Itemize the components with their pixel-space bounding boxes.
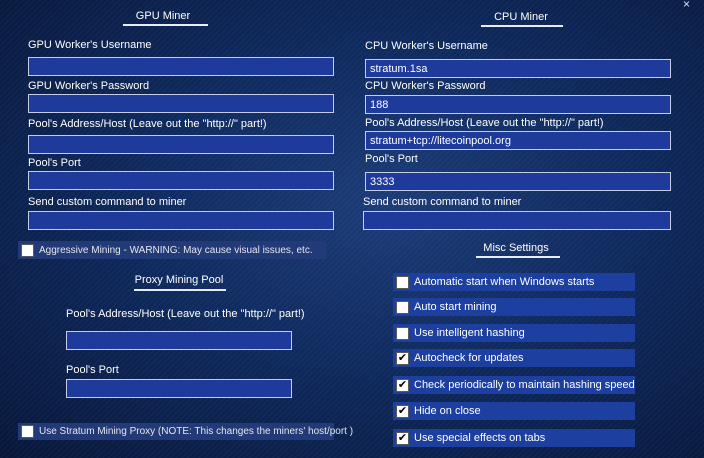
proxy-host-input[interactable] — [66, 331, 292, 350]
cpu-host-input[interactable] — [365, 131, 671, 150]
gpu-miner-title: GPU Miner — [135, 10, 191, 22]
autocheck-updates-checkbox[interactable]: ✔ — [397, 351, 408, 364]
proxy-title-underline — [134, 289, 226, 291]
misc-option-auto-start-mining[interactable] — [393, 298, 635, 316]
cpu-password-label: CPU Worker's Password — [365, 80, 486, 92]
gpu-command-label: Send custom command to miner — [28, 196, 187, 208]
gpu-username-input[interactable] — [28, 57, 334, 76]
hide-on-close-label: Hide on close — [414, 405, 481, 417]
intelligent-hashing-checkbox[interactable] — [396, 327, 409, 340]
misc-option-maintain-hashing-speed[interactable] — [393, 376, 635, 394]
gpu-host-input[interactable] — [28, 135, 334, 154]
auto-start-windows-label: Automatic start when Windows starts — [414, 276, 595, 288]
misc-option-intelligent-hashing[interactable] — [393, 324, 635, 342]
gpu-username-label: GPU Worker's Username — [28, 39, 152, 51]
gpu-port-label: Pool's Port — [28, 157, 81, 169]
auto-start-mining-checkbox[interactable] — [396, 301, 409, 314]
close-icon[interactable]: × — [683, 0, 691, 11]
misc-option-auto-start-windows[interactable] — [393, 273, 635, 291]
cpu-host-label: Pool's Address/Host (Leave out the "http://" part!) — [365, 117, 604, 129]
cpu-port-label: Pool's Port — [365, 153, 418, 165]
gpu-password-input[interactable] — [28, 94, 334, 113]
cpu-password-input[interactable] — [365, 95, 671, 114]
use-stratum-proxy-label: Use Stratum Mining Proxy (NOTE: This changes the miners' host/port ) — [39, 426, 354, 437]
gpu-password-label: GPU Worker's Password — [28, 80, 150, 92]
special-effects-tabs-checkbox[interactable]: ✔ — [397, 431, 408, 444]
gpu-command-input[interactable] — [28, 211, 334, 230]
auto-start-windows-checkbox[interactable] — [396, 276, 409, 289]
maintain-hashing-speed-label: Check periodically to maintain hashing speed — [414, 379, 635, 391]
gpu-port-input[interactable] — [28, 171, 334, 190]
cpu-port-input[interactable] — [365, 172, 671, 191]
use-stratum-proxy-option[interactable] — [18, 423, 354, 440]
misc-settings-title: Misc Settings — [483, 242, 549, 254]
cpu-command-label: Send custom command to miner — [363, 196, 522, 208]
misc-settings-underline — [476, 256, 560, 258]
misc-option-special-effects-tabs[interactable] — [393, 429, 635, 447]
cpu-username-input[interactable] — [365, 59, 671, 78]
intelligent-hashing-label: Use intelligent hashing — [414, 327, 525, 339]
cpu-miner-title: CPU Miner — [494, 11, 548, 23]
hide-on-close-checkbox[interactable]: ✔ — [397, 404, 408, 417]
cpu-command-input[interactable] — [363, 211, 671, 230]
auto-start-mining-label: Auto start mining — [414, 301, 497, 313]
proxy-port-label: Pool's Port — [66, 364, 119, 376]
aggressive-mining-label: Aggressive Mining - WARNING: May cause visual issues, etc. — [39, 244, 313, 256]
gpu-host-label: Pool's Address/Host (Leave out the "http://" part!) — [28, 118, 267, 130]
misc-option-autocheck-updates[interactable] — [393, 349, 635, 367]
proxy-port-input[interactable] — [66, 379, 292, 398]
aggressive-mining-option[interactable] — [18, 241, 326, 259]
maintain-hashing-speed-checkbox[interactable]: ✔ — [397, 378, 408, 391]
proxy-mining-pool-title: Proxy Mining Pool — [134, 274, 224, 286]
misc-option-hide-on-close[interactable] — [393, 402, 635, 420]
use-stratum-proxy-checkbox[interactable] — [21, 425, 34, 438]
cpu-miner-title-underline — [481, 25, 563, 27]
autocheck-updates-label: Autocheck for updates — [414, 352, 524, 364]
gpu-miner-title-underline — [123, 24, 208, 26]
cpu-username-label: CPU Worker's Username — [365, 40, 488, 52]
special-effects-tabs-label: Use special effects on tabs — [414, 432, 546, 444]
aggressive-mining-checkbox[interactable] — [21, 244, 34, 257]
proxy-host-label: Pool's Address/Host (Leave out the "http://" part!) — [66, 308, 305, 320]
